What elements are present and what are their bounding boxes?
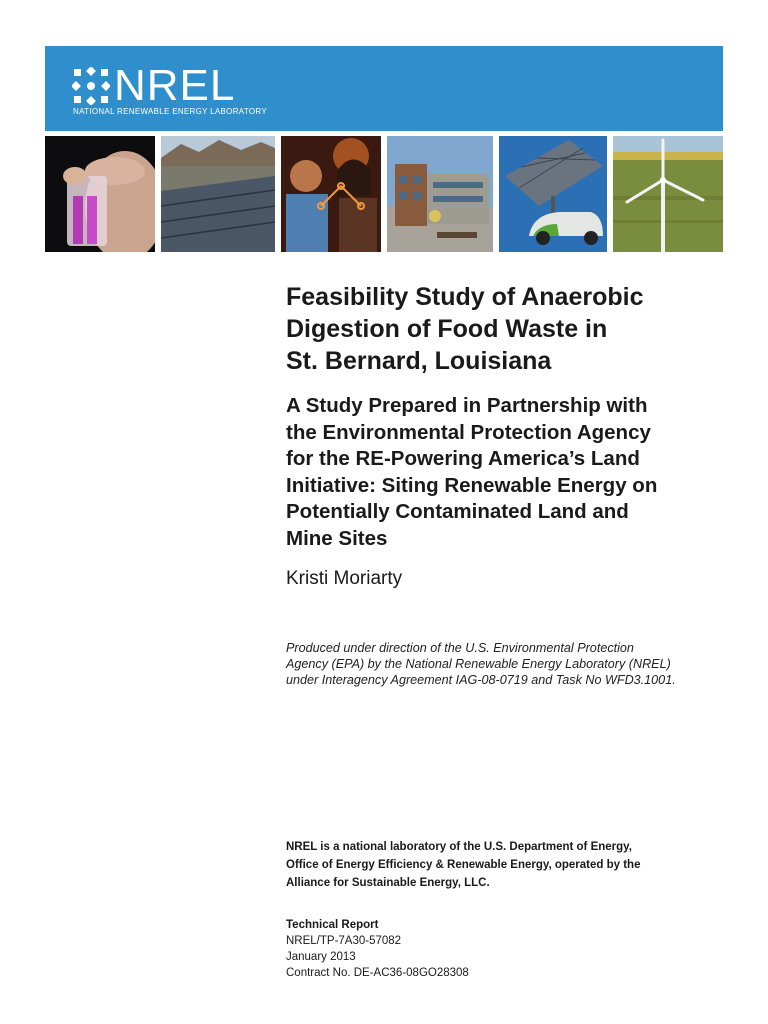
document-title: Feasibility Study of Anaerobic Digestion of Food Waste in St. Bernard, Louisiana <box>286 283 644 375</box>
nrel-statement: NREL is a national laboratory of the U.S. Department of Energy, Office of Energy Efficiency & Renewable Energy, operated by the Alliance for Sustainable Energy, LLC. <box>286 841 641 889</box>
photo-solar-tracker-car <box>499 136 607 252</box>
logo-subtitle: NATIONAL RENEWABLE ENERGY LABORATORY <box>73 107 267 116</box>
photo-vial-in-hand <box>45 136 155 252</box>
photo-strip <box>45 136 723 252</box>
author-name: Kristi Moriarty <box>286 568 403 589</box>
report-info <box>286 917 586 981</box>
report-date: January 2013 <box>286 951 356 963</box>
logo-wordmark: NREL <box>114 61 236 110</box>
report-number: NREL/TP-7A30-57082 <box>286 935 402 947</box>
photo-building <box>387 136 493 252</box>
photo-researchers <box>281 136 381 252</box>
nrel-logo <box>72 61 236 110</box>
photo-wind-turbine <box>613 136 723 252</box>
contract-number: Contract No. DE-AC36-08GO28308 <box>286 967 469 979</box>
produced-under-note: Produced under direction of the U.S. Environmental Protection Agency (EPA) by the National Renewable Energy Laboratory (NREL) under Interagency Agreement IAG-08-0719 and Task No WFD3.1001. <box>286 641 676 687</box>
photo-solar-array-mountains <box>161 136 275 252</box>
report-type: Technical Report <box>286 919 379 931</box>
document-subtitle: A Study Prepared in Partnership with the Environmental Protection Agency for the RE-Powering America’s Land Initiative: Siting Renewable Energy on Potentially Contaminated Land and Mine Sites <box>286 394 658 550</box>
nrel-logo-mark-icon <box>72 67 110 105</box>
